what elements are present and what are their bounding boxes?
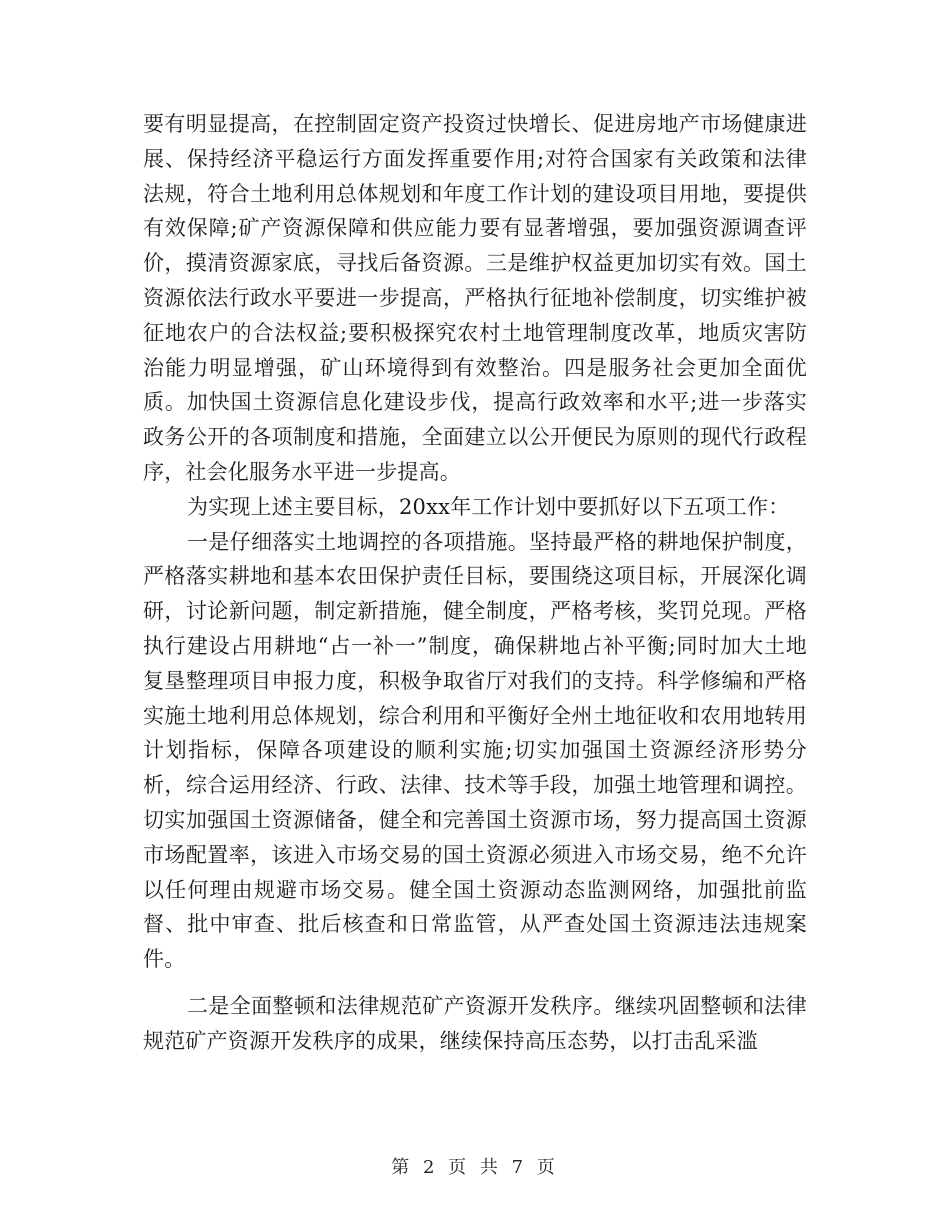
paragraph-intro-tasks: 为实现上述主要目标，20xx年工作计划中要抓好以下五项工作： [187, 494, 790, 519]
paragraph-continuation: 要有明显提高，在控制固定资产投资过快增长、促进房地产市场健康进展、保持经济平稳运行方面发挥重要作用;对符合国家有关政策和法律法规，符合土地利用总体规划和年度工作计划的建设项目用地，要提供有效保障;矿产资源保障和供应能力要有显著增强，要加强资源调查评价，摸清资源家底，寻找后备资源。三是维护权益更加切实有效。国土资源依法行政水平要进一步提高，严格执行征地补偿制度，切实维护被征地农户的合法权益;要积极探究农村土地管理制度改革，地质灾害防治能力明显增强，矿山环境得到有效整治。四是服务社会更加全面优质。加快国土资源信息化建设步伐，提高行政效率和水平;进一步落实政务公开的各项制度和措施，全面建立以公开便民为原则的现代行政程序，社会化服务水平进一步提高。 [143, 112, 807, 484]
document-body [143, 107, 807, 1059]
page-number-footer: 第 2 页 共 7 页 [391, 1157, 559, 1178]
paragraph-task-one: 一是仔细落实土地调控的各项措施。坚持最严格的耕地保护制度，严格落实耕地和基本农田保护责任目标，要围绕这项目标，开展深化调研，讨论新问题，制定新措施，健全制度，严格考核，奖罚兑现。严格执行建设占用耕地“占一补一”制度，确保耕地占补平衡;同时加大土地复垦整理项目申报力度，积极争取省厅对我们的支持。科学修编和严格实施土地利用总体规划，综合利用和平衡好全州土地征收和农用地转用计划指标，保障各项建设的顺利实施;切实加强国土资源经济形势分析，综合运用经济、行政、法律、技术等手段，加强土地管理和调控。切实加强国土资源储备，健全和完善国土资源市场，努力提高国土资源市场配置率，该进入市场交易的国土资源必须进入市场交易，绝不允许以任何理由规避市场交易。健全国土资源动态监测网络，加强批前监督、批中审查、批后核查和日常监管，从严查处国土资源违法违规案件。 [143, 529, 807, 972]
paragraph-task-two: 二是全面整顿和法律规范矿产资源开发秩序。继续巩固整顿和法律规范矿产资源开发秩序的成果，继续保持高压态势，以打击乱采滥 [143, 993, 807, 1053]
